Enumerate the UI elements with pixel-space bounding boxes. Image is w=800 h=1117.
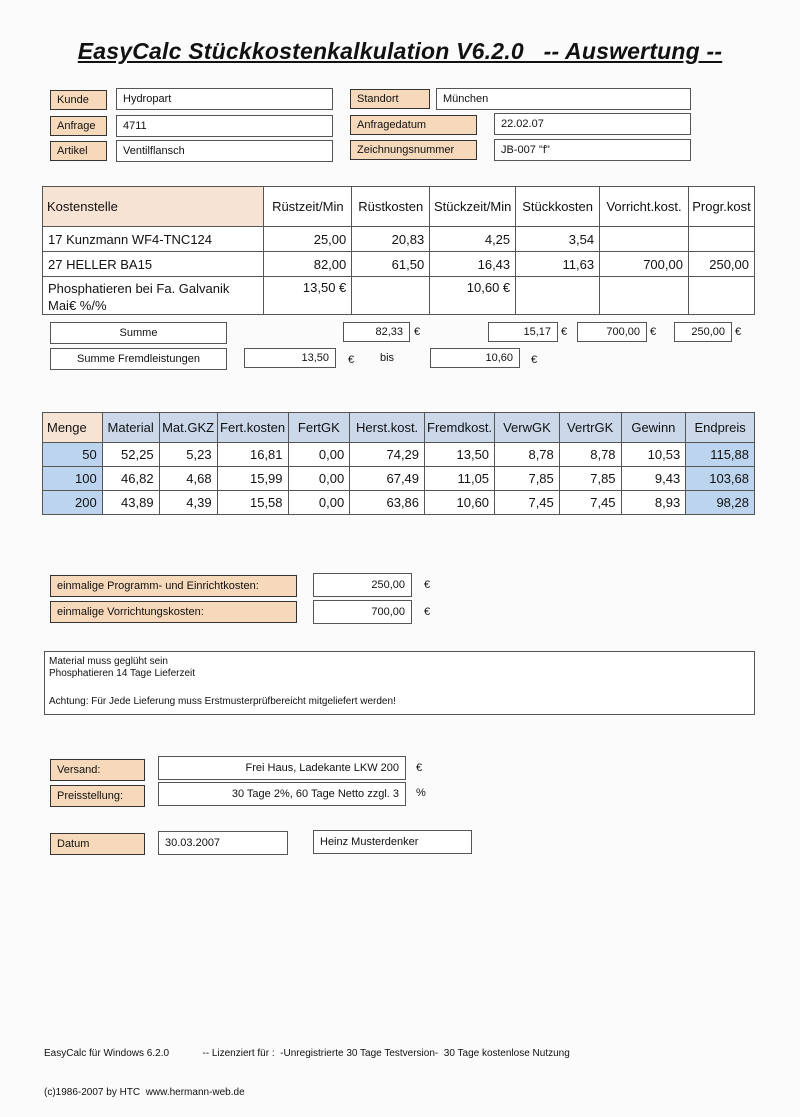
cell-endpreis: 103,68 — [686, 467, 755, 491]
header-ruestzeit: Rüstzeit/Min — [264, 187, 352, 227]
cell: 15,99 — [217, 467, 288, 491]
cell: 67,49 — [350, 467, 425, 491]
cell: 7,45 — [559, 491, 621, 515]
currency-symbol: € — [416, 762, 423, 774]
currency-symbol: € — [424, 606, 431, 618]
cell: 61,50 — [352, 252, 430, 277]
cell: 16,81 — [217, 443, 288, 467]
cell: 11,05 — [425, 467, 495, 491]
cell: 43,89 — [102, 491, 159, 515]
header-progr: Progr.kost — [688, 187, 754, 227]
header-matgkz: Mat.GKZ — [159, 413, 217, 443]
cell: 15,58 — [217, 491, 288, 515]
table-row — [43, 491, 755, 515]
cell-endpreis: 98,28 — [686, 491, 755, 515]
cell: 82,00 — [264, 252, 352, 277]
cell: 11,63 — [516, 252, 600, 277]
cell: 5,23 — [159, 443, 217, 467]
table-row — [43, 467, 755, 491]
standort-label: Standort — [350, 89, 430, 109]
cell: 4,68 — [159, 467, 217, 491]
notes-box[interactable] — [44, 651, 755, 715]
currency-symbol: € — [735, 326, 742, 338]
header-material: Material — [102, 413, 159, 443]
price-table — [42, 412, 755, 515]
cell: 17 Kunzmann WF4-TNC124 — [43, 227, 264, 252]
versand-field[interactable]: Frei Haus, Ladekante LKW 200 — [158, 756, 406, 780]
fremdleistungen-bis: 10,60 — [430, 348, 520, 368]
cell: 8,78 — [559, 443, 621, 467]
table-row — [43, 443, 755, 467]
header-stueckzeit: Stückzeit/Min — [430, 187, 516, 227]
vorrichtungskosten-label: einmalige Vorrichtungskosten: — [50, 601, 297, 623]
currency-symbol: € — [348, 354, 355, 366]
percent-symbol: % — [416, 787, 426, 799]
signatory-field[interactable]: Heinz Musterdenker — [313, 830, 472, 854]
cell — [600, 277, 689, 315]
fremdleistungen-von: 13,50 — [244, 348, 336, 368]
fremdleistungen-label: Summe Fremdleistungen — [50, 348, 227, 370]
summe-stueckkosten: 15,17 — [488, 322, 558, 342]
programm-kosten-label: einmalige Programm- und Einrichtkosten: — [50, 575, 297, 597]
cell: 4,39 — [159, 491, 217, 515]
cell: 16,43 — [430, 252, 516, 277]
header-gewinn: Gewinn — [621, 413, 686, 443]
currency-symbol: € — [414, 326, 421, 338]
cell: 7,85 — [559, 467, 621, 491]
cell: 7,85 — [495, 467, 560, 491]
vorrichtungskosten-field: 700,00 — [313, 600, 412, 624]
header-menge: Menge — [43, 413, 103, 443]
footer-copyright: (c)1986-2007 by HTC www.hermann-web.de — [44, 1087, 245, 1098]
cell — [688, 227, 754, 252]
anfragedatum-field[interactable]: 22.02.07 — [494, 113, 691, 135]
versand-label: Versand: — [50, 759, 145, 781]
header-ruestkosten: Rüstkosten — [352, 187, 430, 227]
cell: Phosphatieren bei Fa. Galvanik Mai€ %/% — [43, 277, 264, 315]
cell: 8,78 — [495, 443, 560, 467]
kunde-field[interactable]: Hydropart — [116, 88, 333, 110]
currency-symbol: € — [531, 354, 538, 366]
table-row — [43, 277, 755, 315]
cell: 27 HELLER BA15 — [43, 252, 264, 277]
cell: 4,25 — [430, 227, 516, 252]
footer-license: EasyCalc für Windows 6.2.0 -- Lizenziert für : -Unregistrierte 30 Tage Testversion- 30 Tage kostenlose Nutzung — [44, 1048, 570, 1059]
currency-symbol: € — [650, 326, 657, 338]
cell: 46,82 — [102, 467, 159, 491]
cell-endpreis: 115,88 — [686, 443, 755, 467]
note-line: Achtung: Für Jede Lieferung muss Erstmusterprüfbereicht mitgeliefert werden! — [49, 696, 396, 707]
cell: 74,29 — [350, 443, 425, 467]
summe-progr: 250,00 — [674, 322, 732, 342]
cell: 13,50 — [425, 443, 495, 467]
header-fertkosten: Fert.kosten — [217, 413, 288, 443]
cell — [600, 227, 689, 252]
cell: 20,83 — [352, 227, 430, 252]
cell: 0,00 — [288, 467, 350, 491]
cell-menge: 100 — [43, 467, 103, 491]
programm-kosten-field: 250,00 — [313, 573, 412, 597]
datum-label: Datum — [50, 833, 145, 855]
cell — [688, 277, 754, 315]
header-vertrgk: VertrGK — [559, 413, 621, 443]
header-verwgk: VerwGK — [495, 413, 560, 443]
cell: 63,86 — [350, 491, 425, 515]
header-fremdkost: Fremdkost. — [425, 413, 495, 443]
cost-table — [42, 186, 755, 315]
preisstellung-field[interactable]: 30 Tage 2%, 60 Tage Netto zzgl. 3 — [158, 782, 406, 806]
header-kostenstelle: Kostenstelle — [43, 187, 264, 227]
currency-symbol: € — [561, 326, 568, 338]
summe-vorricht: 700,00 — [577, 322, 647, 342]
cell: 0,00 — [288, 491, 350, 515]
header-fertgk: FertGK — [288, 413, 350, 443]
cell: 52,25 — [102, 443, 159, 467]
cell: 10,53 — [621, 443, 686, 467]
header-stueckkosten: Stückkosten — [516, 187, 600, 227]
footer — [44, 1021, 570, 1112]
summe-label: Summe — [50, 322, 227, 344]
anfrage-field[interactable]: 4711 — [116, 115, 333, 137]
cell — [516, 277, 600, 315]
currency-symbol: € — [424, 579, 431, 591]
header-endpreis: Endpreis — [686, 413, 755, 443]
standort-field[interactable]: München — [436, 88, 691, 110]
datum-field[interactable]: 30.03.2007 — [158, 831, 288, 855]
table-row — [43, 227, 755, 252]
artikel-field[interactable]: Ventilflansch — [116, 140, 333, 162]
table-row — [43, 252, 755, 277]
cell — [352, 277, 430, 315]
summe-ruestkosten: 82,33 — [343, 322, 410, 342]
cell-menge: 200 — [43, 491, 103, 515]
price-table-header — [43, 413, 755, 443]
cell-menge: 50 — [43, 443, 103, 467]
cell: 3,54 — [516, 227, 600, 252]
cell: 250,00 — [688, 252, 754, 277]
kunde-label: Kunde — [50, 90, 107, 110]
cell: 700,00 — [600, 252, 689, 277]
note-line: Material muss geglüht sein — [49, 656, 168, 667]
page-title: EasyCalc Stückkostenkalkulation V6.2.0 -- Auswertung -- — [77, 38, 723, 64]
zeichnungsnummer-field[interactable]: JB-007 "f" — [494, 139, 691, 161]
cost-table-header — [43, 187, 755, 227]
cell: 8,93 — [621, 491, 686, 515]
cell: 13,50 € — [264, 277, 352, 315]
zeichnungsnummer-label: Zeichnungsnummer — [350, 140, 477, 160]
anfragedatum-label: Anfragedatum — [350, 115, 477, 135]
bis-label: bis — [380, 352, 395, 364]
cell: 7,45 — [495, 491, 560, 515]
preisstellung-label: Preisstellung: — [50, 785, 145, 807]
cell: 0,00 — [288, 443, 350, 467]
note-line: Phosphatieren 14 Tage Lieferzeit — [49, 668, 196, 679]
cell: 10,60 € — [430, 277, 516, 315]
header-herstkost: Herst.kost. — [350, 413, 425, 443]
anfrage-label: Anfrage — [50, 116, 107, 136]
artikel-label: Artikel — [50, 141, 107, 161]
header-vorricht: Vorricht.kost. — [600, 187, 689, 227]
cell: 9,43 — [621, 467, 686, 491]
cell: 10,60 — [425, 491, 495, 515]
cell: 25,00 — [264, 227, 352, 252]
